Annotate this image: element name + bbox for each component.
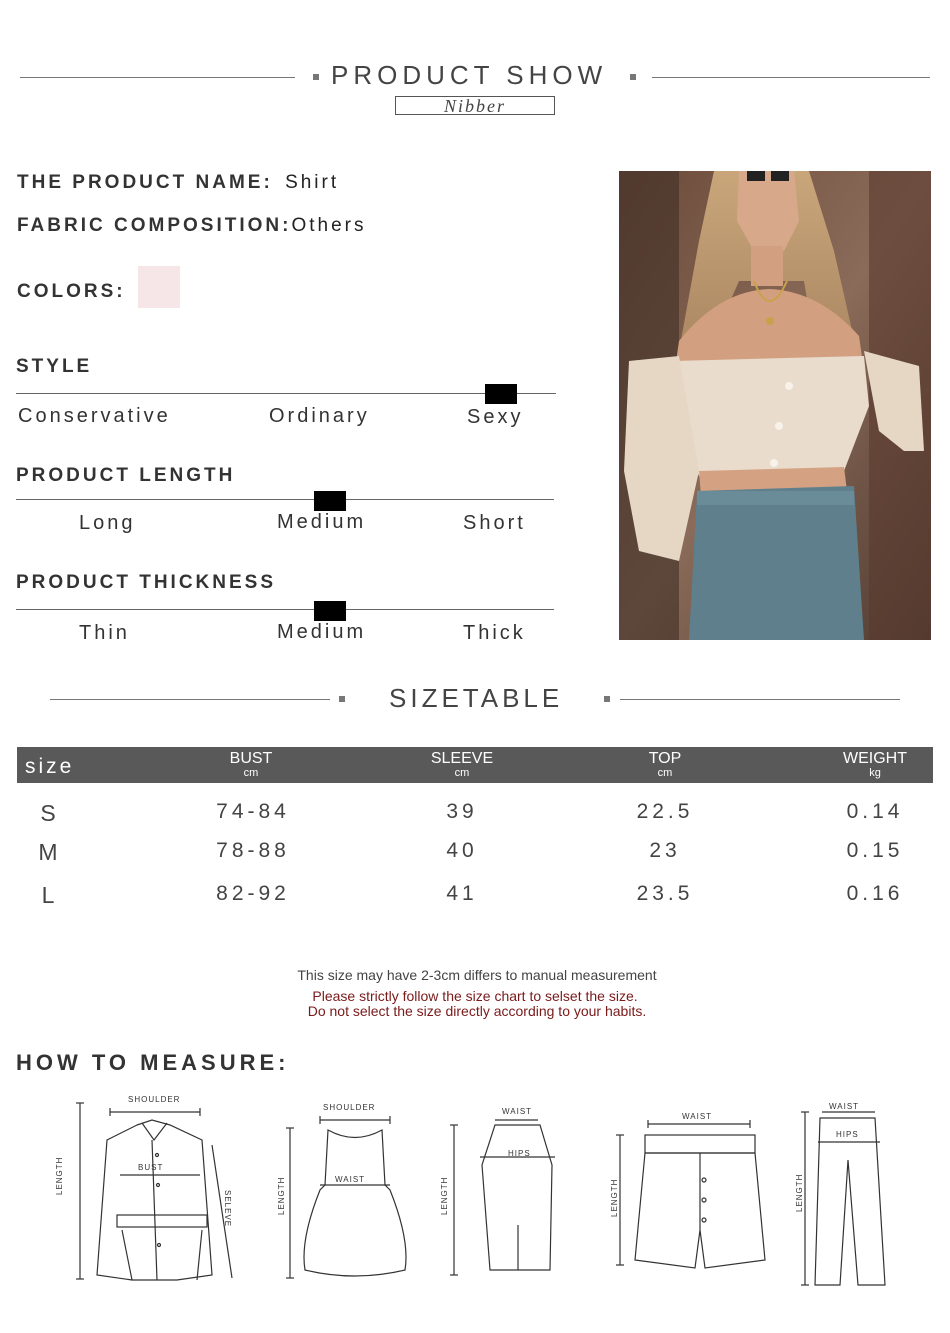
length-option-long: Long (79, 512, 136, 534)
skirt-length-label: LENGTH (440, 1176, 449, 1215)
shorts-length-label: LENGTH (610, 1178, 619, 1217)
dress-length-label: LENGTH (277, 1176, 286, 1215)
product-name-value: Shirt (285, 172, 340, 193)
col-header-top-name: TOP (648, 750, 682, 767)
col-header-sleeve-name: SLEEVE (430, 750, 494, 767)
page-title: PRODUCT SHOW (331, 60, 608, 90)
style-option-sexy: Sexy (467, 406, 524, 428)
product-name-label: THE PRODUCT NAME: (17, 172, 273, 193)
table-cell-weight: 0.15 (846, 839, 904, 862)
header-rule-right (652, 77, 930, 78)
sizetable-rule-right (620, 699, 900, 700)
colors-label: COLORS: (17, 281, 126, 302)
length-option-medium: Medium (277, 511, 367, 533)
shirt-sleeve-label: SELEVE (223, 1190, 232, 1228)
pants-diagram (790, 1100, 900, 1292)
col-header-top (615, 752, 715, 780)
table-cell-sleeve: 40 (446, 839, 478, 862)
style-option-conservative: Conservative (18, 405, 171, 427)
dress-waist-label: WAIST (335, 1175, 366, 1184)
shirt-length-label: LENGTH (55, 1156, 64, 1195)
fabric-value: Others (291, 215, 367, 236)
table-cell-size: M (38, 839, 62, 865)
col-header-bust-unit: cm (243, 767, 259, 779)
table-cell-top: 23 (649, 839, 681, 862)
col-header-weight-unit: kg (869, 767, 881, 779)
measurement-note: This size may have 2-3cm differs to manual measurement (297, 967, 657, 983)
shirt-shoulder-label: SHOULDER (128, 1095, 181, 1104)
table-cell-bust: 78-88 (216, 839, 290, 862)
product-name-row (17, 172, 339, 194)
thickness-selected-marker (314, 601, 346, 621)
skirt-hips-label: HIPS (508, 1149, 531, 1158)
brand-box: Nibber (395, 96, 555, 115)
skirt-waist-label: WAIST (502, 1107, 533, 1116)
shorts-waist-label: WAIST (682, 1112, 713, 1121)
table-cell-weight: 0.16 (846, 882, 904, 905)
col-header-sleeve-unit: cm (454, 767, 470, 779)
shirt-bust-label: BUST (138, 1163, 164, 1172)
header-dot-left (313, 74, 319, 80)
product-photo (619, 171, 931, 640)
col-header-weight (825, 752, 925, 780)
dress-diagram (280, 1110, 420, 1285)
length-option-short: Short (463, 512, 526, 534)
dress-shoulder-label: SHOULDER (323, 1103, 376, 1112)
col-header-bust-name: BUST (229, 750, 273, 767)
size-warning-line1: Please strictly follow the size chart to selset the size. (312, 988, 638, 1004)
col-header-top-unit: cm (657, 767, 673, 779)
col-header-bust (201, 752, 301, 780)
table-cell-bust: 82-92 (216, 882, 290, 905)
fabric-row (17, 215, 366, 237)
how-to-measure-title: HOW TO MEASURE: (16, 1050, 290, 1075)
col-header-weight-name: WEIGHT (843, 750, 907, 767)
sizetable-dot-right (604, 696, 610, 702)
table-cell-bust: 74-84 (216, 800, 290, 823)
thickness-scale-line (16, 609, 554, 610)
table-cell-sleeve: 41 (446, 882, 478, 905)
table-cell-size: L (41, 882, 59, 908)
shirt-diagram (62, 1095, 242, 1290)
sizetable-rule-left (50, 699, 330, 700)
pants-hips-label: HIPS (836, 1130, 859, 1139)
style-selected-marker (485, 384, 517, 404)
thickness-option-thick: Thick (463, 622, 526, 644)
thickness-option-thin: Thin (79, 622, 130, 644)
col-header-size: size (25, 755, 75, 778)
style-scale-line (16, 393, 556, 394)
table-cell-sleeve: 39 (446, 800, 478, 823)
style-title: STYLE (16, 356, 93, 377)
sizetable-title: SIZETABLE (389, 683, 564, 713)
length-selected-marker (314, 491, 346, 511)
shorts-diagram (600, 1110, 780, 1280)
thickness-option-medium: Medium (277, 621, 367, 643)
color-swatch[interactable] (138, 266, 180, 308)
style-option-ordinary: Ordinary (269, 405, 370, 427)
skirt-diagram (440, 1105, 570, 1285)
header-rule-left (20, 77, 295, 78)
table-cell-weight: 0.14 (846, 800, 904, 823)
thickness-title: PRODUCT THICKNESS (16, 572, 277, 593)
table-cell-size: S (40, 800, 60, 826)
size-warning-line2: Do not select the size directly according to your habits. (307, 1003, 647, 1019)
length-title: PRODUCT LENGTH (16, 465, 236, 486)
table-cell-top: 23.5 (636, 882, 694, 905)
fabric-label: FABRIC COMPOSITION: (17, 215, 292, 236)
header-dot-right (630, 74, 636, 80)
pants-waist-label: WAIST (829, 1102, 860, 1111)
table-cell-top: 22.5 (636, 800, 694, 823)
pants-length-label: LENGTH (795, 1173, 804, 1212)
col-header-sleeve (412, 752, 512, 780)
length-scale-line (16, 499, 554, 500)
sizetable-dot-left (339, 696, 345, 702)
